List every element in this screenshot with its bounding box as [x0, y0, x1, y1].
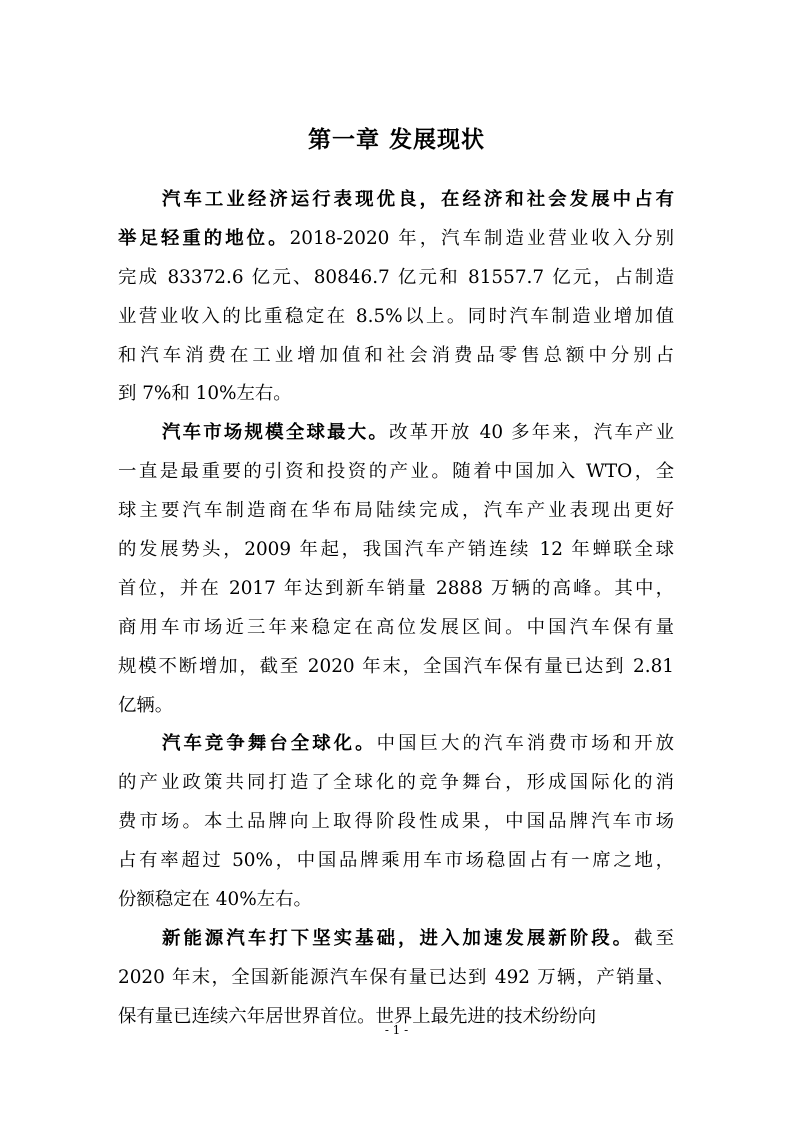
paragraph-lead-sentence: 汽车工业经济运行表现优良，在经济和社会发展中占有	[162, 189, 674, 210]
text-line	[118, 181, 674, 220]
paragraph-text: 和汽车消费在工业增加值和社会消费品零售总额中分别占	[118, 344, 674, 366]
text-line	[118, 298, 674, 337]
document-body	[118, 181, 674, 1037]
text-line	[118, 337, 674, 376]
text-line	[118, 531, 674, 570]
text-line	[118, 492, 674, 531]
paragraph	[118, 920, 674, 1037]
text-line	[118, 842, 674, 881]
paragraph-text: 球主要汽车制造商在华布局陆续完成，汽车产业表现出更好	[118, 500, 674, 522]
text-line	[118, 259, 674, 298]
text-line	[118, 803, 674, 842]
paragraph-lead-sentence: 汽车市场规模全球最大。	[162, 422, 390, 444]
chapter-title: 第一章 发展现状	[307, 127, 485, 153]
text-line	[118, 725, 674, 764]
paragraph-text: 业营业收入的比重稳定在 8.5%以上。同时汽车制造业增加值	[118, 305, 674, 327]
paragraph-text: 改革开放 40 多年来，汽车产业	[389, 422, 674, 444]
paragraph-lead-sentence: 新能源汽车打下坚实基础，进入加速发展新阶段。	[162, 927, 635, 949]
text-line	[118, 375, 674, 414]
text-line	[118, 609, 674, 648]
text-line	[118, 453, 674, 492]
text-line	[118, 920, 674, 959]
text-line	[118, 959, 674, 998]
paragraph-text: 商用车市场近三年来稳定在高位发展区间。中国汽车保有量	[118, 616, 674, 638]
paragraph	[118, 725, 674, 919]
text-line	[118, 414, 674, 453]
paragraph-text: 截至	[634, 927, 674, 949]
paragraph-text: 的产业政策共同打造了全球化的竞争舞台，形成国际化的消	[118, 772, 674, 794]
paragraph-text: 的发展势头，2009 年起，我国汽车产销连续 12 年蝉联全球	[118, 539, 674, 561]
text-line	[118, 220, 674, 259]
paragraph-text: 2020 年末，全国新能源汽车保有量已达到 492 万辆，产销量、	[118, 966, 674, 988]
text-line	[118, 570, 674, 609]
paragraph-text: 完成 83372.6 亿元、80846.7 亿元和 81557.7 亿元，占制造	[118, 266, 674, 288]
paragraph-text: 规模不断增加，截至 2020 年末，全国汽车保有量已达到 2.81	[118, 655, 674, 677]
text-line	[118, 764, 674, 803]
text-line	[118, 648, 674, 687]
paragraph	[118, 181, 674, 414]
paragraph	[118, 414, 674, 725]
paragraph-text: 首位，并在 2017 年达到新车销量 2888 万辆的高峰。其中，	[118, 577, 674, 599]
paragraph-text: 到 7%和 10%左右。	[118, 383, 292, 405]
paragraph-lead-sentence: 汽车竞争舞台全球化。	[162, 733, 377, 755]
text-line	[118, 881, 674, 920]
paragraph-text: 份额稳定在 40%左右。	[118, 889, 312, 911]
paragraph-text: 占有率超过 50%，中国品牌乘用车市场稳固占有一席之地，	[118, 850, 674, 872]
text-line	[118, 687, 674, 726]
paragraph-text: 费市场。本土品牌向上取得阶段性成果，中国品牌汽车市场	[118, 811, 674, 833]
paragraph-text: 2018-2020 年，汽车制造业营业收入分别	[289, 227, 674, 249]
paragraph-text: 一直是最重要的引资和投资的产业。随着中国加入 WTO，全	[118, 461, 674, 483]
paragraph-text: 中国巨大的汽车消费市场和开放	[376, 733, 674, 755]
paragraph-text: 保有量已连续六年居世界首位。世界上最先进的技术纷纷向	[118, 1005, 597, 1027]
paragraph-text: 亿辆。	[118, 694, 174, 716]
paragraph-lead-sentence: 举足轻重的地位。	[118, 227, 290, 249]
page-number: - 1 -	[384, 1023, 409, 1037]
